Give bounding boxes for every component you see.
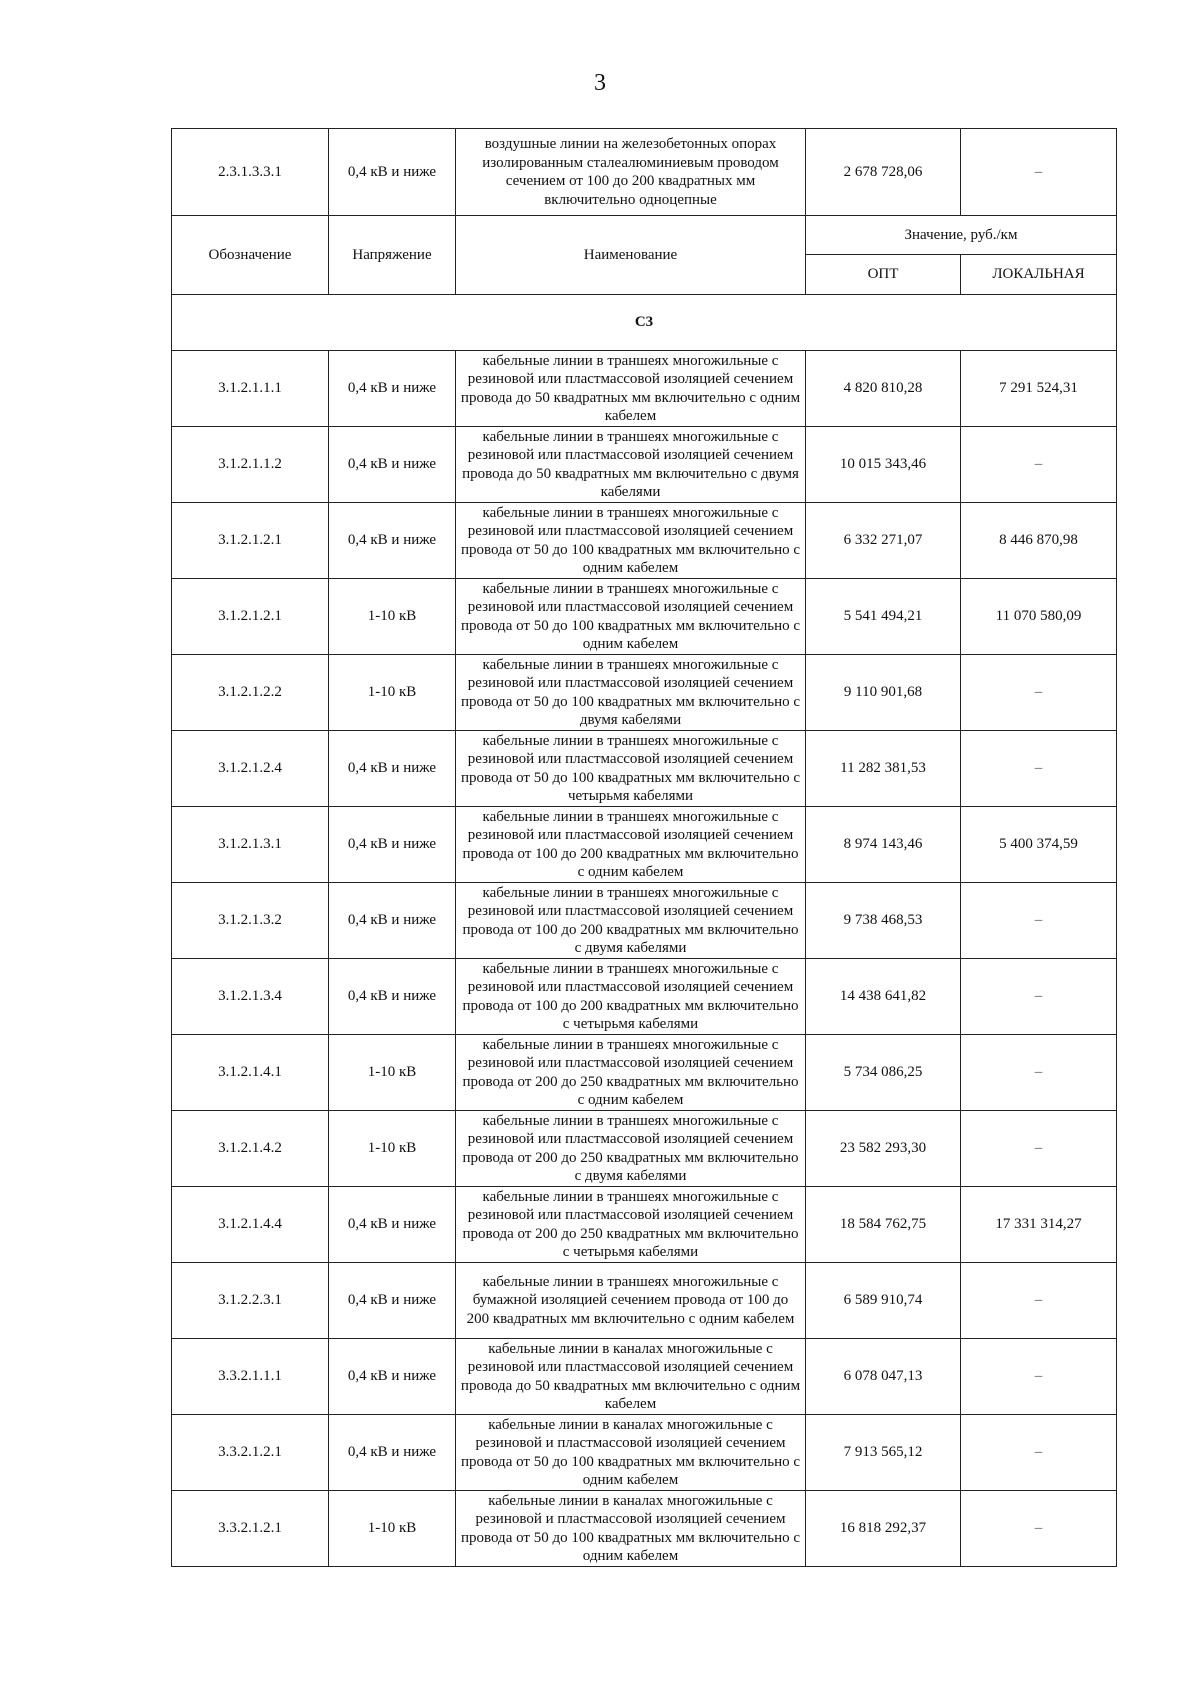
table-row — [172, 351, 1117, 427]
row-voltage: 0,4 кВ и ниже — [329, 129, 456, 216]
header-code: Обозначение — [172, 216, 329, 295]
table-row — [172, 503, 1117, 579]
row-local-value: – — [961, 1035, 1117, 1111]
row-name: кабельные линии в траншеях многожильные с резиновой или пластмассовой изоляцией сечением провода от 100 до 200 квадратных мм включительно с четырьмя кабелями — [456, 959, 806, 1035]
row-local-value: – — [961, 129, 1117, 216]
row-local-value: 8 446 870,98 — [961, 503, 1117, 579]
row-name: кабельные линии в траншеях многожильные с резиновой или пластмассовой изоляцией сечением провода до 50 квадратных мм включительно с одним кабелем — [456, 351, 806, 427]
row-local-value: – — [961, 1263, 1117, 1339]
row-code: 3.1.2.1.1.1 — [172, 351, 329, 427]
row-opt-value: 9 110 901,68 — [806, 655, 961, 731]
row-code: 3.1.2.1.3.4 — [172, 959, 329, 1035]
row-code: 3.3.2.1.1.1 — [172, 1339, 329, 1415]
row-voltage: 0,4 кВ и ниже — [329, 731, 456, 807]
row-code: 3.1.2.1.1.2 — [172, 427, 329, 503]
table-row — [172, 1339, 1117, 1415]
row-code: 2.3.1.3.3.1 — [172, 129, 329, 216]
row-voltage: 0,4 кВ и ниже — [329, 427, 456, 503]
row-local-value: – — [961, 1491, 1117, 1567]
row-voltage: 1-10 кВ — [329, 579, 456, 655]
table-row — [172, 1263, 1117, 1339]
row-name: кабельные линии в траншеях многожильные с резиновой или пластмассовой изоляцией сечением провода от 200 до 250 квадратных мм включительно с двумя кабелями — [456, 1111, 806, 1187]
row-code: 3.3.2.1.2.1 — [172, 1491, 329, 1567]
table-row — [172, 1035, 1117, 1111]
row-local-value: – — [961, 1339, 1117, 1415]
row-code: 3.1.2.2.3.1 — [172, 1263, 329, 1339]
row-local-value: – — [961, 731, 1117, 807]
row-name: кабельные линии в каналах многожильные с резиновой или пластмассовой изоляцией сечением провода до 50 квадратных мм включительно с одним кабелем — [456, 1339, 806, 1415]
row-local-value: 7 291 524,31 — [961, 351, 1117, 427]
header-name: Наименование — [456, 216, 806, 295]
row-code: 3.1.2.1.2.2 — [172, 655, 329, 731]
header-local: ЛОКАЛЬНАЯ — [961, 255, 1117, 295]
row-opt-value: 9 738 468,53 — [806, 883, 961, 959]
row-opt-value: 5 541 494,21 — [806, 579, 961, 655]
row-name: воздушные линии на железобетонных опорах изолированным сталеалюминиевым проводом сечением от 100 до 200 квадратных мм включительно одноцепные — [456, 129, 806, 216]
row-code: 3.1.2.1.2.4 — [172, 731, 329, 807]
row-opt-value: 6 589 910,74 — [806, 1263, 961, 1339]
row-code: 3.1.2.1.4.2 — [172, 1111, 329, 1187]
header-row — [172, 216, 1117, 255]
table-row — [172, 731, 1117, 807]
header-opt: ОПТ — [806, 255, 961, 295]
tariff-table — [171, 128, 1117, 1567]
row-name: кабельные линии в траншеях многожильные с резиновой или пластмассовой изоляцией сечением провода от 50 до 100 квадратных мм включительно с одним кабелем — [456, 579, 806, 655]
row-opt-value: 5 734 086,25 — [806, 1035, 961, 1111]
row-name: кабельные линии в траншеях многожильные с резиновой или пластмассовой изоляцией сечением провода от 100 до 200 квадратных мм включительно с двумя кабелями — [456, 883, 806, 959]
row-opt-value: 6 332 271,07 — [806, 503, 961, 579]
table-row — [172, 1187, 1117, 1263]
row-local-value: 5 400 374,59 — [961, 807, 1117, 883]
row-opt-value: 11 282 381,53 — [806, 731, 961, 807]
table-row — [172, 1111, 1117, 1187]
row-opt-value: 16 818 292,37 — [806, 1491, 961, 1567]
row-opt-value: 8 974 143,46 — [806, 807, 961, 883]
row-voltage: 0,4 кВ и ниже — [329, 1339, 456, 1415]
row-code: 3.1.2.1.3.1 — [172, 807, 329, 883]
row-code: 3.1.2.1.3.2 — [172, 883, 329, 959]
row-name: кабельные линии в каналах многожильные с резиновой и пластмассовой изоляцией сечением провода от 50 до 100 квадратных мм включительно с одним кабелем — [456, 1415, 806, 1491]
row-local-value: 17 331 314,27 — [961, 1187, 1117, 1263]
row-name: кабельные линии в траншеях многожильные с резиновой или пластмассовой изоляцией сечением провода от 50 до 100 квадратных мм включительно с двумя кабелями — [456, 655, 806, 731]
row-voltage: 0,4 кВ и ниже — [329, 503, 456, 579]
row-local-value: – — [961, 1111, 1117, 1187]
row-name: кабельные линии в траншеях многожильные с резиновой или пластмассовой изоляцией сечением провода до 50 квадратных мм включительно с двумя кабелями — [456, 427, 806, 503]
row-voltage: 0,4 кВ и ниже — [329, 351, 456, 427]
row-voltage: 0,4 кВ и ниже — [329, 883, 456, 959]
row-voltage: 0,4 кВ и ниже — [329, 1415, 456, 1491]
row-name: кабельные линии в траншеях многожильные с резиновой или пластмассовой изоляцией сечением провода от 50 до 100 квадратных мм включительно с одним кабелем — [456, 503, 806, 579]
row-code: 3.3.2.1.2.1 — [172, 1415, 329, 1491]
row-code: 3.1.2.1.2.1 — [172, 579, 329, 655]
row-voltage: 0,4 кВ и ниже — [329, 1187, 456, 1263]
section-title: С3 — [172, 295, 1117, 351]
row-local-value: – — [961, 883, 1117, 959]
row-voltage: 0,4 кВ и ниже — [329, 807, 456, 883]
row-opt-value: 23 582 293,30 — [806, 1111, 961, 1187]
row-opt-value: 10 015 343,46 — [806, 427, 961, 503]
row-code: 3.1.2.1.2.1 — [172, 503, 329, 579]
row-local-value: – — [961, 655, 1117, 731]
row-local-value: – — [961, 427, 1117, 503]
table-row — [172, 1415, 1117, 1491]
row-voltage: 1-10 кВ — [329, 1491, 456, 1567]
row-name: кабельные линии в каналах многожильные с резиновой и пластмассовой изоляцией сечением провода от 50 до 100 квадратных мм включительно с одним кабелем — [456, 1491, 806, 1567]
row-name: кабельные линии в траншеях многожильные с резиновой или пластмассовой изоляцией сечением провода от 200 до 250 квадратных мм включительно с четырьмя кабелями — [456, 1187, 806, 1263]
row-local-value: – — [961, 1415, 1117, 1491]
row-opt-value: 6 078 047,13 — [806, 1339, 961, 1415]
table-row — [172, 655, 1117, 731]
row-local-value: – — [961, 959, 1117, 1035]
table-row — [172, 807, 1117, 883]
row-voltage: 0,4 кВ и ниже — [329, 959, 456, 1035]
header-value: Значение, руб./км — [806, 216, 1117, 255]
row-voltage: 1-10 кВ — [329, 655, 456, 731]
row-name: кабельные линии в траншеях многожильные с резиновой или пластмассовой изоляцией сечением провода от 200 до 250 квадратных мм включительно с одним кабелем — [456, 1035, 806, 1111]
table-row — [172, 1491, 1117, 1567]
row-name: кабельные линии в траншеях многожильные с резиновой или пластмассовой изоляцией сечением провода от 100 до 200 квадратных мм включительно с одним кабелем — [456, 807, 806, 883]
row-code: 3.1.2.1.4.1 — [172, 1035, 329, 1111]
table-row — [172, 129, 1117, 216]
row-opt-value: 18 584 762,75 — [806, 1187, 961, 1263]
table-row — [172, 579, 1117, 655]
row-local-value: 11 070 580,09 — [961, 579, 1117, 655]
row-name: кабельные линии в траншеях многожильные с резиновой или пластмассовой изоляцией сечением провода от 50 до 100 квадратных мм включительно с четырьмя кабелями — [456, 731, 806, 807]
row-voltage: 1-10 кВ — [329, 1035, 456, 1111]
row-opt-value: 2 678 728,06 — [806, 129, 961, 216]
row-voltage: 0,4 кВ и ниже — [329, 1263, 456, 1339]
table-row — [172, 959, 1117, 1035]
row-name: кабельные линии в траншеях многожильные с бумажной изоляцией сечением провода от 100 до 200 квадратных мм включительно с одним кабелем — [456, 1263, 806, 1339]
row-opt-value: 14 438 641,82 — [806, 959, 961, 1035]
row-voltage: 1-10 кВ — [329, 1111, 456, 1187]
page-number: 3 — [594, 70, 606, 96]
table-row — [172, 883, 1117, 959]
row-opt-value: 7 913 565,12 — [806, 1415, 961, 1491]
header-voltage: Напряжение — [329, 216, 456, 295]
row-code: 3.1.2.1.4.4 — [172, 1187, 329, 1263]
section-row — [172, 295, 1117, 351]
table-row — [172, 427, 1117, 503]
row-opt-value: 4 820 810,28 — [806, 351, 961, 427]
